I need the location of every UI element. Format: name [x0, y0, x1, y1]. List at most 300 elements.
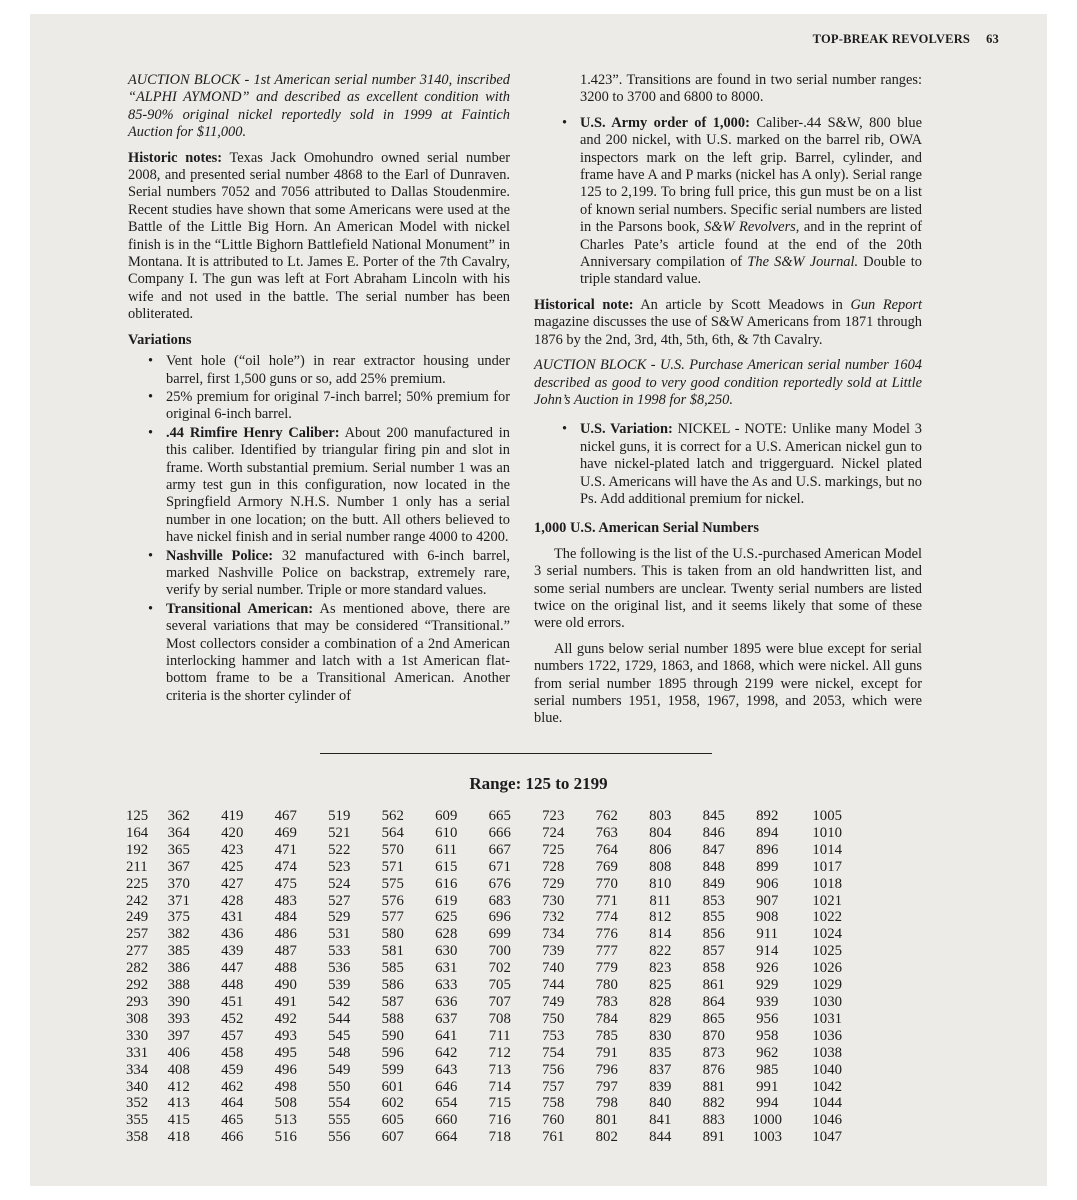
serial-number-cell: 861 — [702, 977, 725, 994]
serial-number-cell: 464 — [221, 1095, 244, 1112]
historic-notes-text: Texas Jack Omohundro owned serial number 2008, and presented serial number 4868 to the Earl of Dunraven. Serial numbers 7052 and 7056 attributed to Dallas Stoudenmire. Recent studies have shown that some Americans were used at the Battle of the Little Big Horn. An American Model with nickel finish is in the “Little Bighorn Battlefield National Monument” in Montana. It is attributed to Lt. James E. Porter of the 7th Cavalry, Company I. The gun was left at Fort Abraham Lincoln with his wife and not used in the battle. The serial number has been obliterated. — [128, 149, 511, 323]
variation-label: .44 Rimfire Henry Caliber: — [166, 424, 340, 441]
serial-number-cell: 636 — [435, 993, 458, 1010]
serial-color-paragraph: All guns below serial number 1895 were blue except for serial numbers 1722, 1729, 1863, and 1868, which were nickel. All guns from serial number 1895 through 2199 were nickel, except for serial numbers 1951, 1958, 1967, 1998, and 2053, which were blue. — [534, 640, 922, 727]
serial-number-cell: 545 — [328, 1027, 351, 1044]
serial-number-cell: 412 — [167, 1078, 190, 1095]
variation-item — [128, 425, 510, 547]
serial-number-cell: 542 — [328, 993, 351, 1010]
army-order-text: Caliber-.44 S&W, 800 blue and 200 nickel, with U.S. marked on the barrel rib, OWA inspectors mark on the left grip. Barrel, cylinder, and frame have A and P marks (nickel has A only). Serial range 125 to 2,199. To bring full price, this gun must be on a list of known serial numbers. Specific serial numbers are listed in the Parsons book, — [580, 114, 922, 236]
serial-number-cell: 615 — [435, 858, 458, 875]
serial-number-cell: 474 — [274, 858, 297, 875]
serial-number-cell: 249 — [126, 909, 149, 926]
serial-number-cell: 764 — [595, 841, 618, 858]
serial-number-cell: 519 — [328, 808, 351, 824]
serial-number-cell: 164 — [126, 824, 149, 841]
serial-number-cell: 486 — [274, 926, 297, 943]
serial-number-cell: 562 — [381, 808, 404, 824]
serial-number-cell: 556 — [328, 1129, 351, 1146]
serial-number-cell: 756 — [542, 1061, 565, 1078]
table-row — [126, 893, 842, 910]
serial-number-cell: 462 — [221, 1078, 244, 1095]
serial-number-cell: 891 — [702, 1129, 725, 1146]
serial-number-cell: 896 — [756, 841, 779, 858]
serial-number-cell: 516 — [274, 1129, 297, 1146]
serial-number-cell: 596 — [381, 1044, 404, 1061]
historical-note-text: An article by Scott Meadows in — [633, 296, 851, 313]
serial-number-cell: 125 — [126, 808, 149, 824]
serial-number-cell: 705 — [488, 977, 511, 994]
serial-number-cell: 420 — [221, 824, 244, 841]
serial-number-cell: 508 — [274, 1095, 297, 1112]
serial-number-cell: 352 — [126, 1095, 149, 1112]
serial-number-cell: 760 — [542, 1112, 565, 1129]
serial-number-cell: 571 — [381, 858, 404, 875]
serial-number-cell: 740 — [542, 960, 565, 977]
variation-item — [128, 548, 510, 600]
serial-number-cell: 1021 — [812, 892, 842, 909]
serial-number-cell: 451 — [221, 993, 244, 1010]
table-row — [126, 842, 842, 859]
army-order-list — [534, 115, 922, 289]
serial-number-cell: 853 — [702, 892, 725, 909]
serial-number-cell: 906 — [756, 875, 779, 892]
serial-number-cell: 408 — [167, 1061, 190, 1078]
serial-number-cell: 758 — [542, 1095, 565, 1112]
auction-block-note: AUCTION BLOCK - U.S. Purchase American serial number 1604 described as good to very good condition reportedly sold at Little John’s Auction in 1998 for $8,250. — [534, 357, 922, 408]
serial-number-cell: 907 — [756, 892, 779, 909]
serial-number-cell: 899 — [756, 858, 779, 875]
serial-number-cell: 425 — [221, 858, 244, 875]
serial-number-cell: 633 — [435, 977, 458, 994]
serial-number-cell: 452 — [221, 1010, 244, 1027]
serial-number-cell: 723 — [542, 808, 565, 824]
serial-number-cell: 714 — [488, 1078, 511, 1095]
variation-item — [128, 353, 510, 388]
serial-number-cell: 926 — [756, 960, 779, 977]
serial-number-cell: 715 — [488, 1095, 511, 1112]
serial-number-cell: 469 — [274, 824, 297, 841]
serial-number-cell: 770 — [595, 875, 618, 892]
serial-number-cell: 911 — [756, 926, 779, 943]
serial-number-cell: 725 — [542, 841, 565, 858]
table-row — [126, 977, 842, 994]
historical-note-label: Historical note: — [534, 296, 634, 313]
table-row — [126, 859, 842, 876]
serial-number-cell: 757 — [542, 1078, 565, 1095]
serial-number-cell: 533 — [328, 943, 351, 960]
serial-number-cell: 798 — [595, 1095, 618, 1112]
serial-number-cell: 607 — [381, 1129, 404, 1146]
serial-number-cell: 841 — [649, 1112, 672, 1129]
book-title: S&W Revolvers — [704, 219, 796, 236]
variation-text: 25% premium for original 7-inch barrel; 50% premium for original 6-inch barrel. — [166, 388, 510, 423]
us-variation-text: NICKEL - NOTE: Unlike many Model 3 nickel guns, it is correct for a U.S. American nickel gun to have nickel-plated latch and triggerguard. Nickel plated U.S. Americans will have the As and U.S. markings, but no Ps. Add additional premium for nickel. — [580, 421, 923, 507]
historical-note-paragraph — [534, 297, 922, 349]
serial-number-cell: 882 — [702, 1095, 725, 1112]
serial-number-cell: 664 — [435, 1129, 458, 1146]
serial-number-cell: 555 — [328, 1112, 351, 1129]
army-order-text: , and in the reprint of Charles Pate’s article found at the end of the 20th Anniversary compilation of — [580, 219, 922, 271]
serial-number-cell: 362 — [167, 808, 190, 824]
range-title: Range: 125 to 2199 — [469, 774, 608, 793]
serial-number-cell: 277 — [126, 943, 149, 960]
serial-number-cell: 780 — [595, 977, 618, 994]
serial-number-cell: 523 — [328, 858, 351, 875]
serial-number-cell: 242 — [126, 892, 149, 909]
serial-number-cell: 590 — [381, 1027, 404, 1044]
serial-number-cell: 958 — [756, 1027, 779, 1044]
serial-number-cell: 761 — [542, 1129, 565, 1146]
serial-numbers-heading: 1,000 U.S. American Serial Numbers — [534, 520, 760, 537]
serial-number-cell: 1030 — [812, 993, 842, 1010]
table-row — [126, 1112, 842, 1129]
serial-number-cell: 734 — [542, 926, 565, 943]
serial-number-cell: 1040 — [812, 1061, 842, 1078]
serial-number-cell: 419 — [221, 808, 244, 824]
serial-number-cell: 1025 — [812, 943, 842, 960]
serial-number-cell: 839 — [649, 1078, 672, 1095]
serial-number-cell: 883 — [702, 1112, 725, 1129]
serial-number-cell: 386 — [167, 960, 190, 977]
serial-number-cell: 465 — [221, 1112, 244, 1129]
us-variation-label: U.S. Variation: — [580, 421, 673, 438]
serial-number-cell: 750 — [542, 1010, 565, 1027]
serial-number-cell: 785 — [595, 1027, 618, 1044]
army-order-label: U.S. Army order of 1,000: — [580, 114, 750, 131]
serial-number-cell: 835 — [649, 1044, 672, 1061]
serial-number-cell: 683 — [488, 892, 511, 909]
serial-number-cell: 660 — [435, 1112, 458, 1129]
serial-number-cell: 777 — [595, 943, 618, 960]
serial-number-cell: 599 — [381, 1061, 404, 1078]
journal-title: The S&W Journal. — [747, 254, 859, 271]
variation-text: As mentioned above, there are several variations that may be considered “Transitional.” Most collectors consider a combination of a 2nd American interlocking hammer and latch with a 1st American flat-bottom frame to be a Transitional American. Another criteria is the shorter cylinder of — [166, 600, 511, 704]
serial-number-cell: 1036 — [812, 1027, 842, 1044]
serial-number-cell: 531 — [328, 926, 351, 943]
serial-number-cell: 487 — [274, 943, 297, 960]
serial-number-cell: 628 — [435, 926, 458, 943]
serial-number-cell: 753 — [542, 1027, 565, 1044]
serial-number-cell: 630 — [435, 943, 458, 960]
serial-number-cell: 524 — [328, 875, 351, 892]
serial-number-cell: 666 — [488, 824, 511, 841]
serial-number-cell: 619 — [435, 892, 458, 909]
serial-number-cell: 406 — [167, 1044, 190, 1061]
serial-number-cell: 340 — [126, 1078, 149, 1095]
serial-number-cell: 667 — [488, 841, 511, 858]
serial-number-cell: 865 — [702, 1010, 725, 1027]
table-row — [126, 943, 842, 960]
serial-number-cell: 894 — [756, 824, 779, 841]
serial-number-cell: 858 — [702, 960, 725, 977]
variation-text: Vent hole (“oil hole”) in rear extractor housing under barrel, first 1,500 guns or so, add 25% premium. — [166, 353, 510, 387]
serial-number-cell: 665 — [488, 808, 511, 824]
serial-number-cell: 257 — [126, 926, 149, 943]
serial-number-cell: 762 — [595, 808, 618, 824]
serial-number-cell: 845 — [702, 808, 725, 824]
variation-item — [128, 601, 510, 705]
army-order-text: Double to triple standard value. — [580, 254, 922, 288]
variation-label: Nashville Police: — [166, 547, 274, 564]
serial-number-cell: 676 — [488, 875, 511, 892]
serial-number-cell: 423 — [221, 841, 244, 858]
serial-number-cell: 331 — [126, 1044, 149, 1061]
serial-number-cell: 544 — [328, 1010, 351, 1027]
serial-number-cell: 870 — [702, 1027, 725, 1044]
serial-number-cell: 495 — [274, 1044, 297, 1061]
serial-number-cell: 427 — [221, 875, 244, 892]
table-row — [126, 994, 842, 1011]
serial-number-cell: 643 — [435, 1061, 458, 1078]
serial-number-cell: 575 — [381, 875, 404, 892]
variations-heading: Variations — [128, 331, 192, 348]
serial-number-cell: 293 — [126, 993, 149, 1010]
serial-number-cell: 876 — [702, 1061, 725, 1078]
serial-number-cell: 956 — [756, 1010, 779, 1027]
serial-number-cell: 797 — [595, 1078, 618, 1095]
serial-number-cell: 802 — [595, 1129, 618, 1146]
serial-number-cell: 712 — [488, 1044, 511, 1061]
serial-number-cell: 587 — [381, 993, 404, 1010]
serial-number-cell: 1000 — [752, 1112, 783, 1129]
serial-number-cell: 873 — [702, 1044, 725, 1061]
serial-number-cell: 796 — [595, 1061, 618, 1078]
serial-number-cell: 334 — [126, 1061, 149, 1078]
magazine-title: Gun Report — [850, 296, 922, 313]
table-row — [126, 926, 842, 943]
serial-number-cell: 829 — [649, 1010, 672, 1027]
serial-number-cell: 308 — [126, 1010, 149, 1027]
serial-number-cell: 744 — [542, 977, 565, 994]
serial-number-cell: 375 — [167, 909, 190, 926]
serial-number-cell: 471 — [274, 841, 297, 858]
serial-number-cell: 783 — [595, 993, 618, 1010]
serial-number-cell: 713 — [488, 1061, 511, 1078]
serial-number-cell: 1010 — [812, 824, 842, 841]
serial-number-cell: 549 — [328, 1061, 351, 1078]
serial-number-cell: 779 — [595, 960, 618, 977]
serial-number-cell: 581 — [381, 943, 404, 960]
serial-number-cell: 864 — [702, 993, 725, 1010]
serial-number-cell: 763 — [595, 824, 618, 841]
serial-number-cell: 413 — [167, 1095, 190, 1112]
us-variation-list — [534, 421, 922, 508]
serial-number-cell: 837 — [649, 1061, 672, 1078]
serial-number-cell: 382 — [167, 926, 190, 943]
serial-number-cell: 857 — [702, 943, 725, 960]
serial-number-cell: 436 — [221, 926, 244, 943]
serial-number-cell: 192 — [126, 841, 149, 858]
serial-number-cell: 211 — [126, 858, 148, 875]
serial-number-cell: 475 — [274, 875, 297, 892]
serial-number-cell: 358 — [126, 1129, 149, 1146]
serial-number-cell: 881 — [702, 1078, 725, 1095]
left-column — [128, 72, 510, 706]
serial-number-cell: 646 — [435, 1078, 458, 1095]
serial-number-cell: 458 — [221, 1044, 244, 1061]
serial-number-cell: 848 — [702, 858, 725, 875]
us-variation-item — [534, 421, 922, 508]
serial-number-cell: 855 — [702, 909, 725, 926]
serial-number-cell: 642 — [435, 1044, 458, 1061]
serial-number-cell: 991 — [756, 1078, 779, 1095]
serial-number-cell: 939 — [756, 993, 779, 1010]
running-head-title: TOP-BREAK REVOLVERS — [812, 32, 971, 46]
serial-number-cell: 415 — [167, 1112, 190, 1129]
table-row — [126, 808, 842, 825]
serial-intro-paragraph: The following is the list of the U.S.-purchased American Model 3 serial numbers. This is taken from an old handwritten list, and some serial numbers are unclear. Twenty serial numbers are listed twice on the original list, and it seems likely that some of these were old errors. — [534, 545, 922, 632]
serial-number-cell: 844 — [649, 1129, 672, 1146]
serial-number-cell: 564 — [381, 824, 404, 841]
serial-number-cell: 929 — [756, 977, 779, 994]
serial-number-cell: 601 — [381, 1078, 404, 1095]
historical-note-text: magazine discusses the use of S&W Americans from 1871 through 1876 by the 2nd, 3rd, 4th, 5th, 6th, & 7th Cavalry. — [534, 314, 922, 348]
serial-number-cell: 708 — [488, 1010, 511, 1027]
table-row — [126, 1079, 842, 1096]
serial-number-cell: 459 — [221, 1061, 244, 1078]
serial-number-cell: 428 — [221, 892, 244, 909]
serial-number-cell: 439 — [221, 943, 244, 960]
serial-number-cell: 577 — [381, 909, 404, 926]
right-column — [534, 72, 922, 736]
serial-number-cell: 806 — [649, 841, 672, 858]
serial-number-table — [126, 808, 842, 1146]
serial-number-cell: 847 — [702, 841, 725, 858]
serial-number-cell: 631 — [435, 960, 458, 977]
historic-notes-paragraph — [128, 150, 510, 324]
serial-number-cell: 367 — [167, 858, 190, 875]
variation-label: Transitional American: — [166, 600, 313, 617]
serial-number-cell: 811 — [649, 892, 672, 909]
serial-number-cell: 491 — [274, 993, 297, 1010]
army-order-item — [534, 115, 922, 289]
serial-number-cell: 908 — [756, 909, 779, 926]
serial-number-cell: 711 — [488, 1027, 511, 1044]
serial-number-cell: 602 — [381, 1095, 404, 1112]
serial-number-cell: 225 — [126, 875, 149, 892]
running-head — [813, 32, 999, 47]
serial-number-cell: 637 — [435, 1010, 458, 1027]
serial-number-cell: 739 — [542, 943, 565, 960]
serial-number-cell: 801 — [595, 1112, 618, 1129]
serial-number-cell: 496 — [274, 1061, 297, 1078]
serial-number-cell: 605 — [381, 1112, 404, 1129]
serial-number-cell: 1047 — [812, 1129, 842, 1146]
serial-number-cell: 892 — [756, 808, 779, 824]
serial-number-cell: 856 — [702, 926, 725, 943]
serial-number-cell: 616 — [435, 875, 458, 892]
serial-number-cell: 554 — [328, 1095, 351, 1112]
table-row — [126, 1062, 842, 1079]
transitional-continuation: 1.423”. Transitions are found in two serial number ranges: 3200 to 3700 and 6800 to 8000. — [580, 72, 922, 106]
serial-number-cell: 1046 — [812, 1112, 842, 1129]
serial-number-cell: 1017 — [812, 858, 842, 875]
serial-number-cell: 457 — [221, 1027, 244, 1044]
serial-number-cell: 784 — [595, 1010, 618, 1027]
serial-number-cell: 849 — [702, 875, 725, 892]
serial-number-cell: 418 — [167, 1129, 190, 1146]
serial-number-cell: 521 — [328, 824, 351, 841]
serial-number-cell: 393 — [167, 1010, 190, 1027]
serial-number-cell: 513 — [274, 1112, 297, 1129]
serial-number-cell: 447 — [221, 960, 244, 977]
serial-number-cell: 812 — [649, 909, 672, 926]
serial-number-cell: 1024 — [812, 926, 842, 943]
serial-number-cell: 483 — [274, 892, 297, 909]
serial-number-cell: 1031 — [812, 1010, 842, 1027]
serial-number-cell: 390 — [167, 993, 190, 1010]
serial-number-cell: 467 — [274, 808, 297, 824]
serial-number-cell: 448 — [221, 977, 244, 994]
serial-number-cell: 610 — [435, 824, 458, 841]
serial-number-cell: 810 — [649, 875, 672, 892]
book-page — [30, 14, 1047, 1186]
serial-number-cell: 576 — [381, 892, 404, 909]
serial-number-cell: 700 — [488, 943, 511, 960]
serial-number-cell: 1026 — [812, 960, 842, 977]
serial-number-cell: 548 — [328, 1044, 351, 1061]
serial-number-cell: 1014 — [812, 841, 842, 858]
serial-number-cell: 716 — [488, 1112, 511, 1129]
serial-number-cell: 823 — [649, 960, 672, 977]
serial-number-cell: 490 — [274, 977, 297, 994]
serial-number-cell: 431 — [221, 909, 244, 926]
serial-number-cell: 985 — [756, 1061, 779, 1078]
serial-number-cell: 730 — [542, 892, 565, 909]
section-rule — [320, 753, 712, 754]
serial-number-cell: 570 — [381, 841, 404, 858]
table-row — [126, 960, 842, 977]
serial-number-cell: 1029 — [812, 977, 842, 994]
serial-number-cell: 292 — [126, 977, 149, 994]
serial-number-cell: 754 — [542, 1044, 565, 1061]
serial-number-cell: 1018 — [812, 875, 842, 892]
serial-number-cell: 1038 — [812, 1044, 842, 1061]
serial-number-cell: 671 — [488, 858, 511, 875]
serial-number-cell: 707 — [488, 993, 511, 1010]
serial-number-cell: 625 — [435, 909, 458, 926]
serial-number-cell: 611 — [435, 841, 458, 858]
page-number: 63 — [986, 32, 999, 46]
serial-number-cell: 808 — [649, 858, 672, 875]
serial-number-cell: 699 — [488, 926, 511, 943]
serial-number-cell: 365 — [167, 841, 190, 858]
serial-number-cell: 771 — [595, 892, 618, 909]
table-row — [126, 1028, 842, 1045]
serial-number-cell: 484 — [274, 909, 297, 926]
serial-number-cell: 388 — [167, 977, 190, 994]
serial-number-cell: 840 — [649, 1095, 672, 1112]
serial-number-cell: 364 — [167, 824, 190, 841]
serial-number-cell: 749 — [542, 993, 565, 1010]
historic-notes-label: Historic notes: — [128, 149, 223, 166]
serial-number-cell: 830 — [649, 1027, 672, 1044]
table-row — [126, 909, 842, 926]
serial-number-cell: 282 — [126, 960, 149, 977]
serial-number-cell: 718 — [488, 1129, 511, 1146]
serial-number-cell: 330 — [126, 1027, 149, 1044]
serial-number-cell: 654 — [435, 1095, 458, 1112]
variation-item — [128, 389, 510, 424]
auction-block-note: AUCTION BLOCK - 1st American serial number 3140, inscribed “ALPHI AYMOND” and described as excellent condition with 85-90% original nickel reportedly sold in 1999 at Faintich Auction for $11,000. — [128, 72, 510, 141]
serial-number-cell: 1044 — [812, 1095, 842, 1112]
serial-number-cell: 397 — [167, 1027, 190, 1044]
serial-number-cell: 729 — [542, 875, 565, 892]
serial-number-cell: 641 — [435, 1027, 458, 1044]
serial-number-cell: 588 — [381, 1010, 404, 1027]
serial-number-cell: 527 — [328, 892, 351, 909]
